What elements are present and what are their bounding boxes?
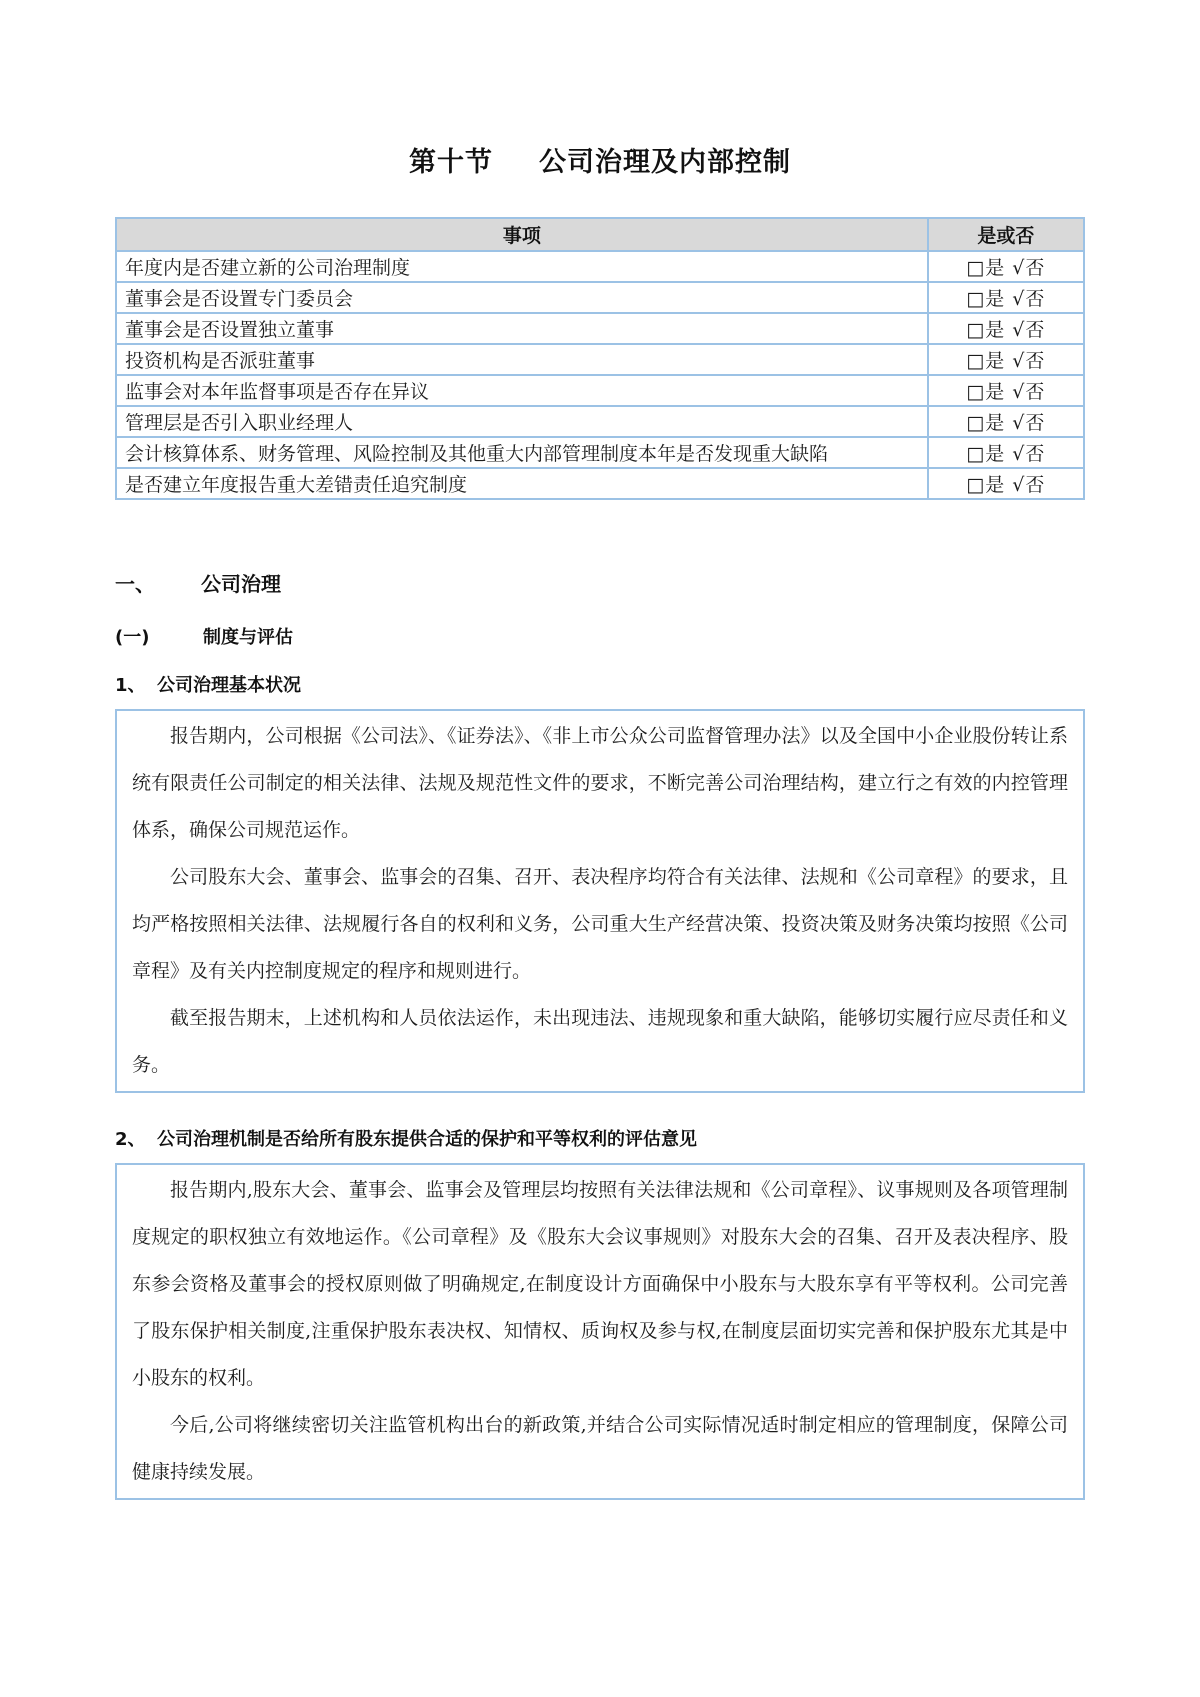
table-row <box>116 437 1084 468</box>
title-text: 公司治理及内部控制 <box>539 147 791 178</box>
checklist-answer: □是 √否 <box>928 251 1084 282</box>
table-header-row <box>116 218 1084 251</box>
heading-number: 2、 <box>115 1129 146 1150</box>
checklist-answer: □是 √否 <box>928 468 1084 499</box>
table-row <box>116 375 1084 406</box>
heading-governance <box>115 568 1085 597</box>
heading-system-eval <box>115 623 1085 649</box>
checklist-item-text: 是否建立年度报告重大差错责任追究制度 <box>116 468 928 499</box>
checklist-item-text: 投资机构是否派驻董事 <box>116 344 928 375</box>
checklist-answer: □是 √否 <box>928 437 1084 468</box>
heading-number: (一) <box>115 627 150 648</box>
column-header-yesno: 是或否 <box>928 218 1084 251</box>
heading-label: 公司治理 <box>201 572 281 596</box>
paragraph: 报告期内，公司根据《公司法》、《证券法》、《非上市公众公司监督管理办法》以及全国中小企业股份转让系统有限责任公司制定的相关法律、法规及规范性文件的要求，不断完善公司治理结构，建立行之有效的内控管理体系，确保公司规范运作。 <box>132 725 1068 841</box>
checklist-answer: □是 √否 <box>928 344 1084 375</box>
shareholder-eval-text-box <box>115 1163 1085 1500</box>
checklist-item-text: 管理层是否引入职业经理人 <box>116 406 928 437</box>
checklist-item-text: 董事会是否设置独立董事 <box>116 313 928 344</box>
checklist-answer: □是 √否 <box>928 375 1084 406</box>
checklist-item-text: 监事会对本年监督事项是否存在异议 <box>116 375 928 406</box>
checklist-answer: □是 √否 <box>928 406 1084 437</box>
heading-basic-status <box>115 671 1085 697</box>
table-row <box>116 282 1084 313</box>
checklist-item-text: 董事会是否设置专门委员会 <box>116 282 928 313</box>
paragraph: 报告期内,股东大会、董事会、监事会及管理层均按照有关法律法规和《公司章程》、议事规则及各项管理制度规定的职权独立有效地运作。《公司章程》及《股东大会议事规则》对股东大会的召集、召开及表决程序、股东参会资格及董事会的授权原则做了明确规定,在制度设计方面确保中小股东与大股东享有平等权利。公司完善了股东保护相关制度,注重保护股东表决权、知情权、质询权及参与权,在制度层面切实完善和保护股东尤其是中小股东的权利。 <box>132 1179 1068 1389</box>
basic-status-text-box <box>115 709 1085 1093</box>
paragraph: 公司股东大会、董事会、监事会的召集、召开、表决程序均符合有关法律、法规和《公司章程》的要求，且均严格按照相关法律、法规履行各自的权利和义务，公司重大生产经营决策、投资决策及财务决策均按照《公司章程》及有关内控制度规定的程序和规则进行。 <box>132 866 1068 982</box>
paragraph: 截至报告期末，上述机构和人员依法运作，未出现违法、违规现象和重大缺陷，能够切实履行应尽责任和义务。 <box>132 1007 1068 1076</box>
heading-number: 1、 <box>115 675 146 696</box>
paragraph: 今后,公司将继续密切关注监管机构出台的新政策,并结合公司实际情况适时制定相应的管理制度，保障公司健康持续发展。 <box>132 1414 1068 1483</box>
table-row <box>116 344 1084 375</box>
heading-number: 一、 <box>115 572 155 596</box>
column-header-item: 事项 <box>116 218 928 251</box>
table-row <box>116 313 1084 344</box>
table-row <box>116 251 1084 282</box>
checklist-answer: □是 √否 <box>928 282 1084 313</box>
heading-label: 制度与评估 <box>203 627 293 648</box>
checklist-item-text: 年度内是否建立新的公司治理制度 <box>116 251 928 282</box>
table-row <box>116 468 1084 499</box>
checklist-answer: □是 √否 <box>928 313 1084 344</box>
checklist-item-text: 会计核算体系、财务管理、风险控制及其他重大内部管理制度本年是否发现重大缺陷 <box>116 437 928 468</box>
table-row <box>116 406 1084 437</box>
heading-shareholder-eval <box>115 1125 1085 1151</box>
page-title <box>115 140 1085 179</box>
governance-checklist-table <box>115 217 1085 500</box>
title-section-number: 第十节 <box>409 147 493 178</box>
heading-label: 公司治理机制是否给所有股东提供合适的保护和平等权利的评估意见 <box>157 1129 697 1150</box>
heading-label: 公司治理基本状况 <box>157 675 301 696</box>
